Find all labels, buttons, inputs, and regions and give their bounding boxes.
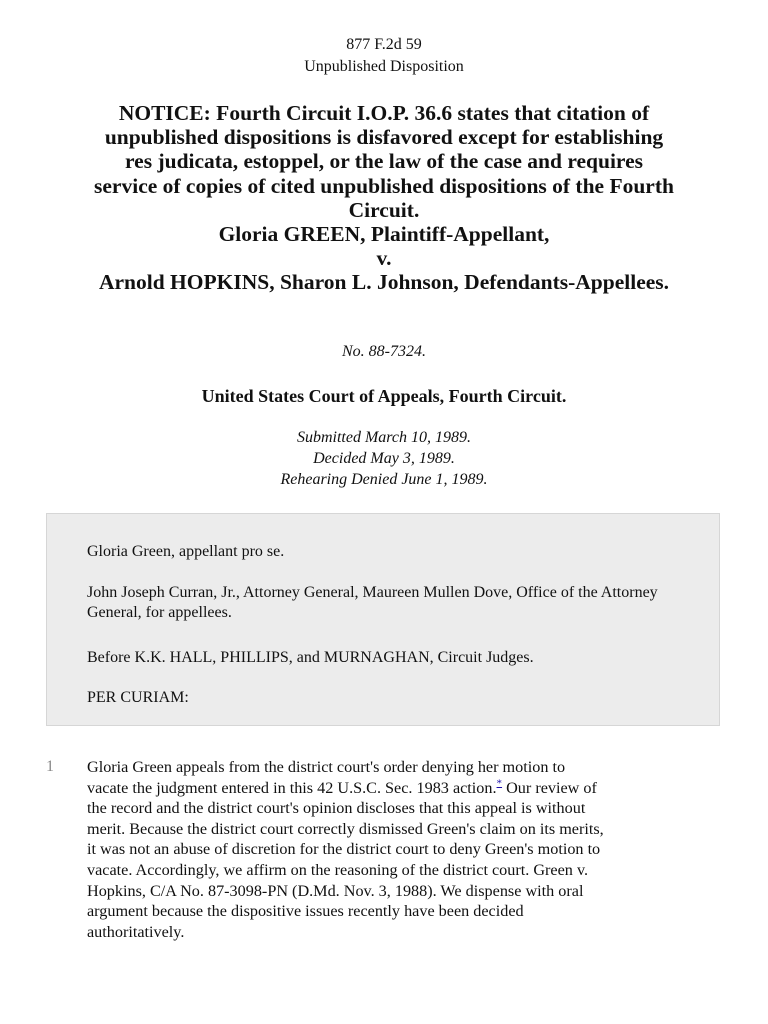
opinion-line-2-start: vacate the judgment entered in this 42 U.S.C. Sec. 1983 action. [87, 778, 497, 797]
appellee-counsel: John Joseph Curran, Jr., Attorney General, Maureen Mullen Dove, Office of the Attorney General, for appellees. [87, 584, 658, 621]
notice-line-5: Circuit. [348, 197, 420, 222]
counsel-box [46, 513, 720, 726]
per-curiam-label: PER CURIAM: [87, 689, 189, 706]
case-caption [40, 101, 728, 295]
appellant-counsel: Gloria Green, appellant pro se. [87, 543, 285, 560]
notice-line-2: unpublished dispositions is disfavored except for establishing [104, 125, 664, 150]
opinion-line-8: argument because the dispositive issues recently have been decided [87, 902, 524, 921]
opinion-line-4: merit. Because the district court correctly dismissed Green's claim on its merits, [87, 819, 604, 838]
docket-number: No. 88-7324. [342, 343, 426, 360]
citation-header [0, 34, 768, 78]
disposition-label: Unpublished Disposition [304, 58, 464, 75]
judges-panel: Before K.K. HALL, PHILLIPS, and MURNAGHAN, Circuit Judges. [87, 649, 534, 666]
notice-line-3: res judicata, estoppel, or the law of the case and requires [125, 149, 643, 174]
plaintiff-line: Gloria GREEN, Plaintiff-Appellant, [218, 222, 550, 247]
notice-line-4: service of copies of cited unpublished dispositions of the Fourth [94, 173, 674, 198]
opinion-line-7: Hopkins, C/A No. 87-3098-PN (D.Md. Nov. 3, 1988). We dispense with oral [87, 881, 584, 900]
rehearing-date: Rehearing Denied June 1, 1989. [280, 471, 488, 488]
opinion-line-3: the record and the district court's opinion discloses that this appeal is without [87, 799, 586, 818]
reporter-citation: 877 F.2d 59 [346, 36, 422, 53]
court-name: United States Court of Appeals, Fourth Circuit. [201, 386, 567, 406]
opinion-line-9: authoritatively. [87, 922, 185, 941]
opinion-line-6: vacate. Accordingly, we affirm on the reasoning of the district court. Green v. [87, 860, 589, 879]
opinion-line-5: it was not an abuse of discretion for the district court to deny Green's motion to [87, 840, 601, 859]
paragraph-text [87, 757, 727, 942]
footnote-link[interactable]: * [496, 777, 503, 790]
notice-line-1: NOTICE: Fourth Circuit I.O.P. 36.6 states that citation of [118, 101, 650, 125]
versus-line: v. [376, 246, 392, 271]
submitted-date: Submitted March 10, 1989. [296, 429, 472, 446]
opinion-line-2 [87, 778, 727, 799]
opinion-line-1: Gloria Green appeals from the district court's order denying her motion to [87, 758, 566, 776]
decided-date: Decided May 3, 1989. [313, 450, 455, 467]
case-dates [0, 427, 768, 490]
defendants-line: Arnold HOPKINS, Sharon L. Johnson, Defendants-Appellees. [98, 270, 670, 295]
opinion-line-2-end: Our review of [502, 778, 597, 797]
paragraph-number: 1 [46, 758, 54, 775]
